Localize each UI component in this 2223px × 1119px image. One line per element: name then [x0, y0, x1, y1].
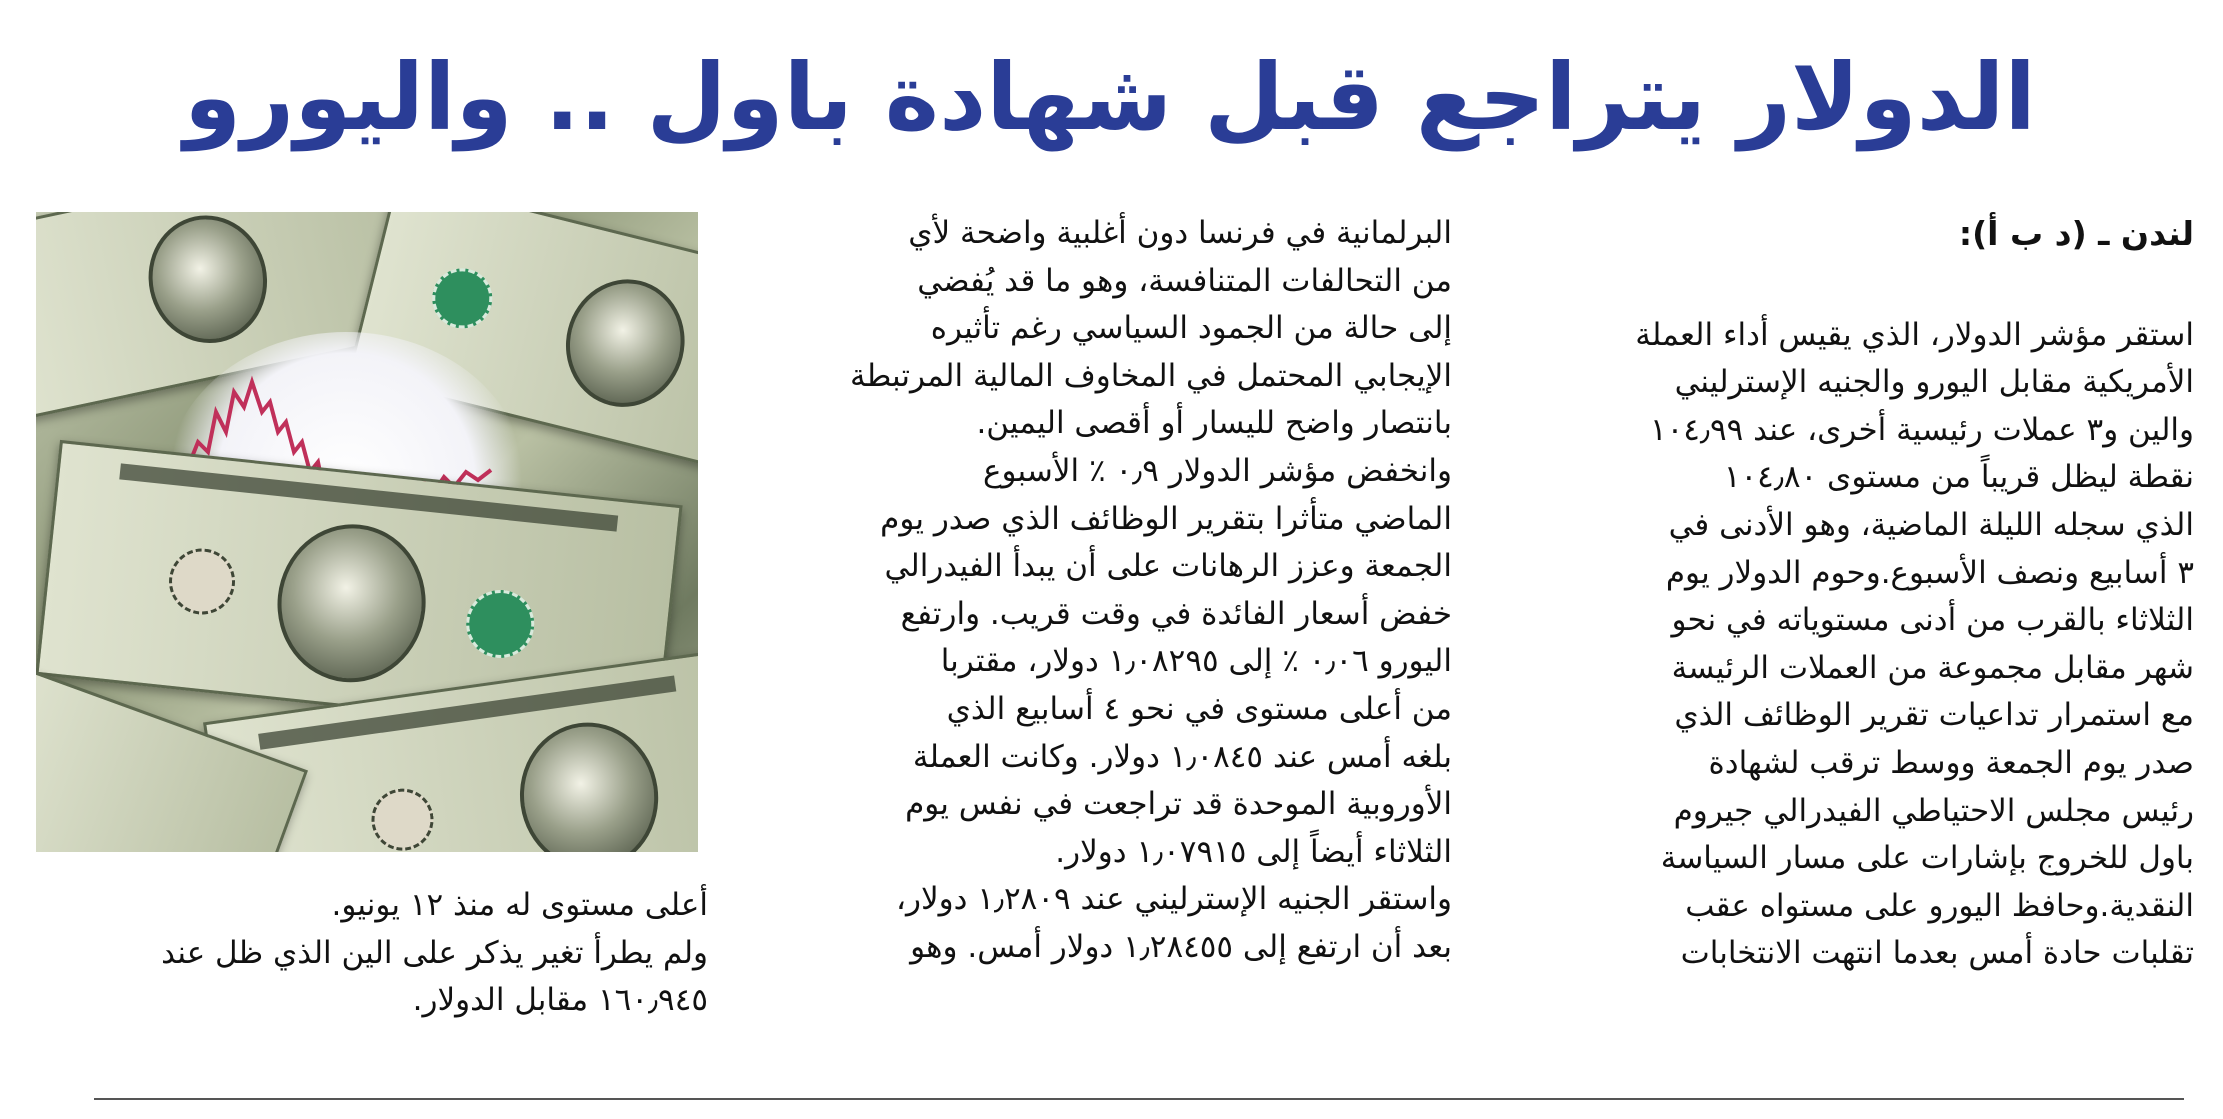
article-line: إلى حالة من الجمود السياسي رغم تأثيره	[930, 310, 1452, 347]
article-line: نقطة ليظل قريباً من مستوى ١٠٤٫٨٠	[1723, 459, 2194, 496]
article-line: من أعلى مستوى في نحو ٤ أسابيع الذي	[946, 690, 1452, 727]
headline: الدولار يتراجع قبل شهادة باول .. واليورو	[184, 44, 2036, 151]
article-line: النقدية.وحافظ اليورو على مستواه عقب	[1685, 887, 2194, 924]
article-line: بعد أن ارتفع إلى ١٫٢٨٤٥٥ دولار أمس. وهو	[910, 928, 1452, 965]
article-line: واستقر الجنيه الإسترليني عند ١٫٢٨٠٩ دولار،	[896, 881, 1452, 918]
article-middle-column	[780, 210, 1452, 972]
article-line: ٣ أسابيع ونصف الأسبوع.وحوم الدولار يوم	[1665, 554, 2194, 591]
article-right-column	[1522, 210, 2194, 978]
article-line: استقر مؤشر الدولار، الذي يقيس أداء العملة	[1635, 316, 2194, 353]
article-line: رئيس مجلس الاحتياطي الفيدرالي جيروم	[1673, 792, 2194, 829]
article-line: والين و٣ عملات رئيسية أخرى، عند ١٠٤٫٩٩	[1649, 411, 2194, 448]
article-line: البرلمانية في فرنسا دون أغلبية واضحة لأي	[908, 215, 1452, 251]
article-line: من التحالفات المتنافسة، وهو ما قد يُفضي	[917, 262, 1452, 299]
article-line: الماضي متأثرا بتقرير الوظائف الذي صدر يوم	[880, 500, 1452, 537]
article-line: الثلاثاء أيضاً إلى ١٫٠٧٩١٥ دولار.	[1055, 833, 1452, 870]
article-line: شهر مقابل مجموعة من العملات الرئيسة	[1671, 649, 2194, 686]
article-line: مع استمرار تداعيات تقرير الوظائف الذي	[1674, 697, 2194, 734]
article-line: خفض أسعار الفائدة في وقت قريب. وارتفع	[900, 595, 1452, 632]
article-line: ولم يطرأ تغير يذكر على الين الذي ظل عند	[161, 934, 708, 971]
article-line: وانخفض مؤشر الدولار ٠٫٩ ٪ الأسبوع	[983, 452, 1452, 489]
article-line: ١٦٠٫٩٤٥ مقابل الدولار.	[412, 982, 708, 1019]
article-line: تقلبات حادة أمس بعدما انتهت الانتخابات	[1680, 935, 2194, 972]
article-line: أعلى مستوى له منذ ١٢ يونيو.	[331, 887, 708, 923]
article-line: صدر يوم الجمعة ووسط ترقب لشهادة	[1708, 744, 2194, 781]
article-line: بلغه أمس عند ١٫٠٨٤٥ دولار. وكانت العملة	[912, 738, 1452, 775]
article-left-column	[36, 882, 708, 1025]
article-line: الثلاثاء بالقرب من أدنى مستوياته في نحو	[1671, 602, 2194, 639]
article-line: بانتصار واضح لليسار أو أقصى اليمين.	[976, 405, 1452, 442]
dateline: لندن ـ (د ب أ):	[1958, 214, 2194, 253]
dollar-bills-with-chart-photo	[36, 212, 698, 852]
article-line: الأمريكية مقابل اليورو والجنيه الإسترليني	[1674, 364, 2194, 401]
article-line: باول للخروج بإشارات على مسار السياسة	[1660, 840, 2194, 877]
article-line: الأوروبية الموحدة قد تراجعت في نفس يوم	[905, 786, 1452, 823]
article-line: الذي سجله الليلة الماضية، وهو الأدنى في	[1668, 506, 2194, 543]
article-line: الجمعة وعزز الرهانات على أن يبدأ الفيدرالي	[884, 548, 1452, 585]
article-line: اليورو ٠٫٠٦ ٪ إلى ١٫٠٨٢٩٥ دولار، مقتربا	[940, 643, 1452, 680]
bottom-divider	[94, 1098, 2184, 1100]
article-line: الإيجابي المحتمل في المخاوف المالية المرتبطة	[849, 357, 1452, 394]
